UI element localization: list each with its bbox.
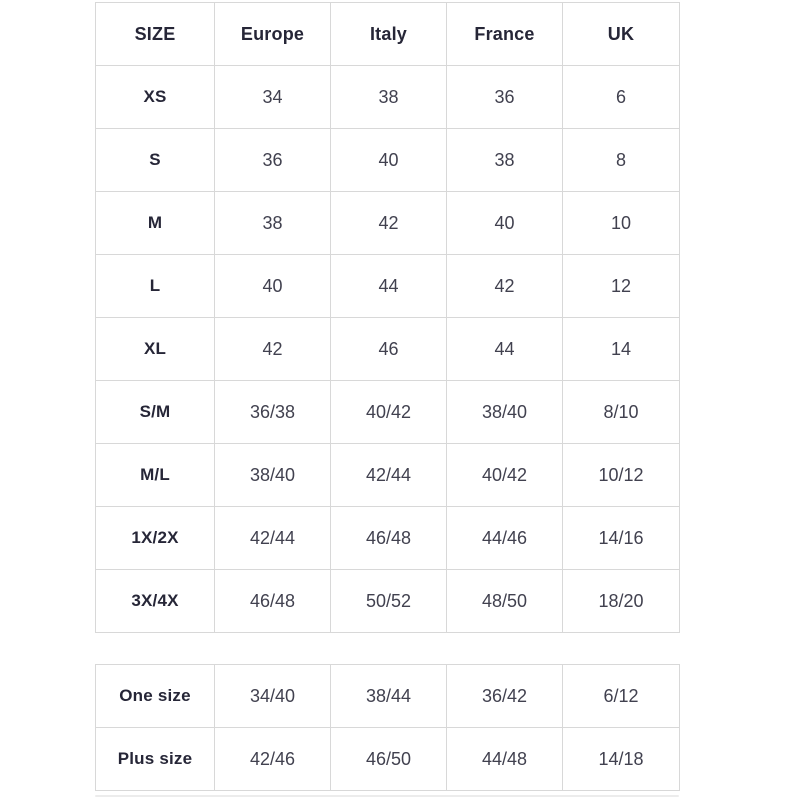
row-label: M: [96, 192, 215, 255]
value-cell: 44/48: [447, 728, 563, 791]
value-cell: 42: [331, 192, 447, 255]
table-row-m-l: [96, 444, 680, 507]
value-cell: 10: [563, 192, 680, 255]
value-cell: 36/38: [215, 381, 331, 444]
row-label: Plus size: [96, 728, 215, 791]
table-row-one-size: [96, 665, 680, 728]
row-label: XL: [96, 318, 215, 381]
row-label: S: [96, 129, 215, 192]
row-label: L: [96, 255, 215, 318]
value-cell: 46/48: [215, 570, 331, 633]
value-cell: 38/44: [331, 665, 447, 728]
value-cell: 42/44: [215, 507, 331, 570]
column-header-italy: Italy: [331, 3, 447, 66]
value-cell: 46/48: [331, 507, 447, 570]
value-cell: 6/12: [563, 665, 680, 728]
row-label: 3X/4X: [96, 570, 215, 633]
column-header-uk: UK: [563, 3, 680, 66]
row-label: S/M: [96, 381, 215, 444]
value-cell: 10/12: [563, 444, 680, 507]
value-cell: 42: [447, 255, 563, 318]
value-cell: 40: [331, 129, 447, 192]
value-cell: 38: [331, 66, 447, 129]
value-cell: 8: [563, 129, 680, 192]
table-row-xs: [96, 66, 680, 129]
table-row-m: [96, 192, 680, 255]
table-row-xl: [96, 318, 680, 381]
column-header-europe: Europe: [215, 3, 331, 66]
value-cell: 44: [331, 255, 447, 318]
row-label: 1X/2X: [96, 507, 215, 570]
value-cell: 40/42: [331, 381, 447, 444]
value-cell: 38: [215, 192, 331, 255]
row-label: M/L: [96, 444, 215, 507]
row-label: One size: [96, 665, 215, 728]
column-header-size: SIZE: [96, 3, 215, 66]
table-row-s-m: [96, 381, 680, 444]
value-cell: 40: [447, 192, 563, 255]
bottom-shadow-line: [95, 795, 679, 797]
value-cell: 46/50: [331, 728, 447, 791]
value-cell: 40: [215, 255, 331, 318]
value-cell: 38/40: [447, 381, 563, 444]
header-row: [96, 3, 680, 66]
value-cell: 46: [331, 318, 447, 381]
value-cell: 18/20: [563, 570, 680, 633]
value-cell: 40/42: [447, 444, 563, 507]
size-conversion-table: [95, 2, 680, 633]
value-cell: 14/18: [563, 728, 680, 791]
value-cell: 36: [215, 129, 331, 192]
value-cell: 14/16: [563, 507, 680, 570]
value-cell: 12: [563, 255, 680, 318]
table-row-l: [96, 255, 680, 318]
value-cell: 42/44: [331, 444, 447, 507]
value-cell: 48/50: [447, 570, 563, 633]
value-cell: 44/46: [447, 507, 563, 570]
value-cell: 42: [215, 318, 331, 381]
value-cell: 6: [563, 66, 680, 129]
special-sizes-table: [95, 664, 680, 791]
value-cell: 44: [447, 318, 563, 381]
table-row-plus-size: [96, 728, 680, 791]
value-cell: 34/40: [215, 665, 331, 728]
value-cell: 42/46: [215, 728, 331, 791]
table-row-1x-2x: [96, 507, 680, 570]
value-cell: 8/10: [563, 381, 680, 444]
table-row-3x-4x: [96, 570, 680, 633]
value-cell: 50/52: [331, 570, 447, 633]
value-cell: 36: [447, 66, 563, 129]
value-cell: 38/40: [215, 444, 331, 507]
value-cell: 34: [215, 66, 331, 129]
column-header-france: France: [447, 3, 563, 66]
table-row-s: [96, 129, 680, 192]
value-cell: 14: [563, 318, 680, 381]
value-cell: 38: [447, 129, 563, 192]
value-cell: 36/42: [447, 665, 563, 728]
row-label: XS: [96, 66, 215, 129]
